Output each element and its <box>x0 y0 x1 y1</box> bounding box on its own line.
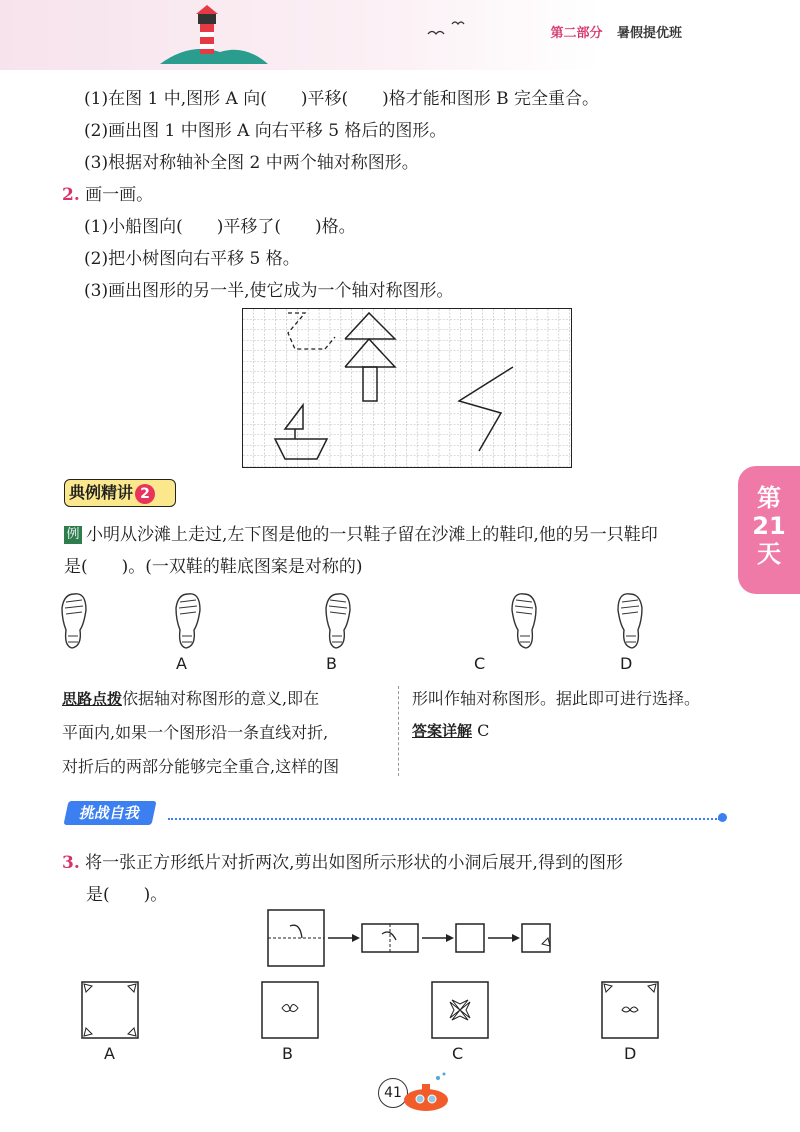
example-option-a: A <box>176 654 187 673</box>
example-text1: 小明从沙滩上走过,左下图是他的一只鞋子留在沙滩上的鞋印,他的另一只鞋印 <box>86 525 658 545</box>
q3-figure-a <box>82 982 138 1038</box>
footprint-option-b <box>326 594 350 648</box>
example-tag-number: 2 <box>135 484 155 504</box>
footprint-option-d <box>618 594 642 648</box>
hint-text3: 对折后的两部分能够完全重合,这样的图 <box>62 757 340 776</box>
q3-option-figures <box>80 980 660 1040</box>
q3-option-c: C <box>452 1044 464 1063</box>
example-option-c: C <box>474 654 486 673</box>
example-text2: 是( )。(一双鞋的鞋底图案是对称的) <box>64 557 363 577</box>
submarine-icon <box>398 1070 458 1114</box>
challenge-line-dot <box>718 813 727 822</box>
footprint-original <box>62 594 86 648</box>
q1-line2: (2)画出图 1 中图形 A 向右平移 5 格后的图形。 <box>84 121 447 141</box>
q3-text1: 将一张正方形纸片对折两次,剪出如图所示形状的小洞后展开,得到的图形 <box>85 853 623 873</box>
example-tag-text: 典例精讲 <box>69 483 134 502</box>
q3-line1 <box>62 848 623 873</box>
q3-figure-d <box>602 982 658 1038</box>
hint-divider <box>398 686 399 776</box>
hint-text2: 平面内,如果一个图形沿一条直线对折, <box>62 723 329 742</box>
answer-label: 答案详解 <box>412 722 473 740</box>
footprint-option-c <box>512 594 536 648</box>
q2-grid-figure <box>242 308 572 468</box>
q3-option-a: A <box>104 1044 115 1063</box>
example-option-d: D <box>620 654 633 673</box>
example-tag <box>64 479 176 507</box>
q3-text2: 是( )。 <box>86 885 168 905</box>
q2-line2: (2)把小树图向右平移 5 格。 <box>84 249 300 269</box>
side-tab-char-2: 21 <box>752 512 786 540</box>
challenge-dotted-line <box>168 818 720 820</box>
q1-line3: (3)根据对称轴补全图 2 中两个轴对称图形。 <box>84 153 419 173</box>
header-part: 第二部分 <box>550 26 603 41</box>
birds-icon <box>420 14 470 44</box>
footprint-figures <box>56 590 656 652</box>
hint-text1: 依据轴对称图形的意义,即在 <box>122 689 320 708</box>
lighthouse-icon <box>150 2 270 68</box>
fold-sequence-figure <box>266 908 556 968</box>
hint-label: 思路点拨 <box>62 690 123 708</box>
example-badge: 例 <box>64 526 82 544</box>
q2-title-text: 画一画。 <box>85 185 154 205</box>
side-tab-char-1: 第 <box>757 484 781 512</box>
hint-line1 <box>62 686 319 709</box>
q3-option-b: B <box>282 1044 293 1063</box>
grid-drawing <box>243 309 571 467</box>
q2-number: 2. <box>62 185 80 205</box>
q3-option-d: D <box>624 1044 637 1063</box>
header-class-name: 暑假提优班 <box>616 26 682 41</box>
q2-title <box>62 180 153 205</box>
footprint-option-a <box>176 594 200 648</box>
example-line1 <box>64 520 658 545</box>
q2-line1: (1)小船图向( )平移了( )格。 <box>84 217 356 237</box>
side-tab-char-3: 天 <box>757 540 781 568</box>
page-number: 41 <box>378 1078 408 1108</box>
q2-line3: (3)画出图形的另一半,使它成为一个轴对称图形。 <box>84 281 454 301</box>
q3-figure-b <box>262 982 318 1038</box>
hint-text-right: 形叫作轴对称图形。据此即可进行选择。 <box>412 689 701 708</box>
day-side-tab <box>738 466 800 594</box>
answer-line <box>412 720 489 741</box>
answer-value: C <box>477 721 490 740</box>
q3-figure-c <box>432 982 488 1038</box>
header-info <box>550 22 682 41</box>
q1-line1: (1)在图 1 中,图形 A 向( )平移( )格才能和图形 B 完全重合。 <box>84 89 600 109</box>
q3-number: 3. <box>62 853 80 873</box>
example-option-b: B <box>326 654 337 673</box>
challenge-tag: 挑战自我 <box>63 801 156 825</box>
